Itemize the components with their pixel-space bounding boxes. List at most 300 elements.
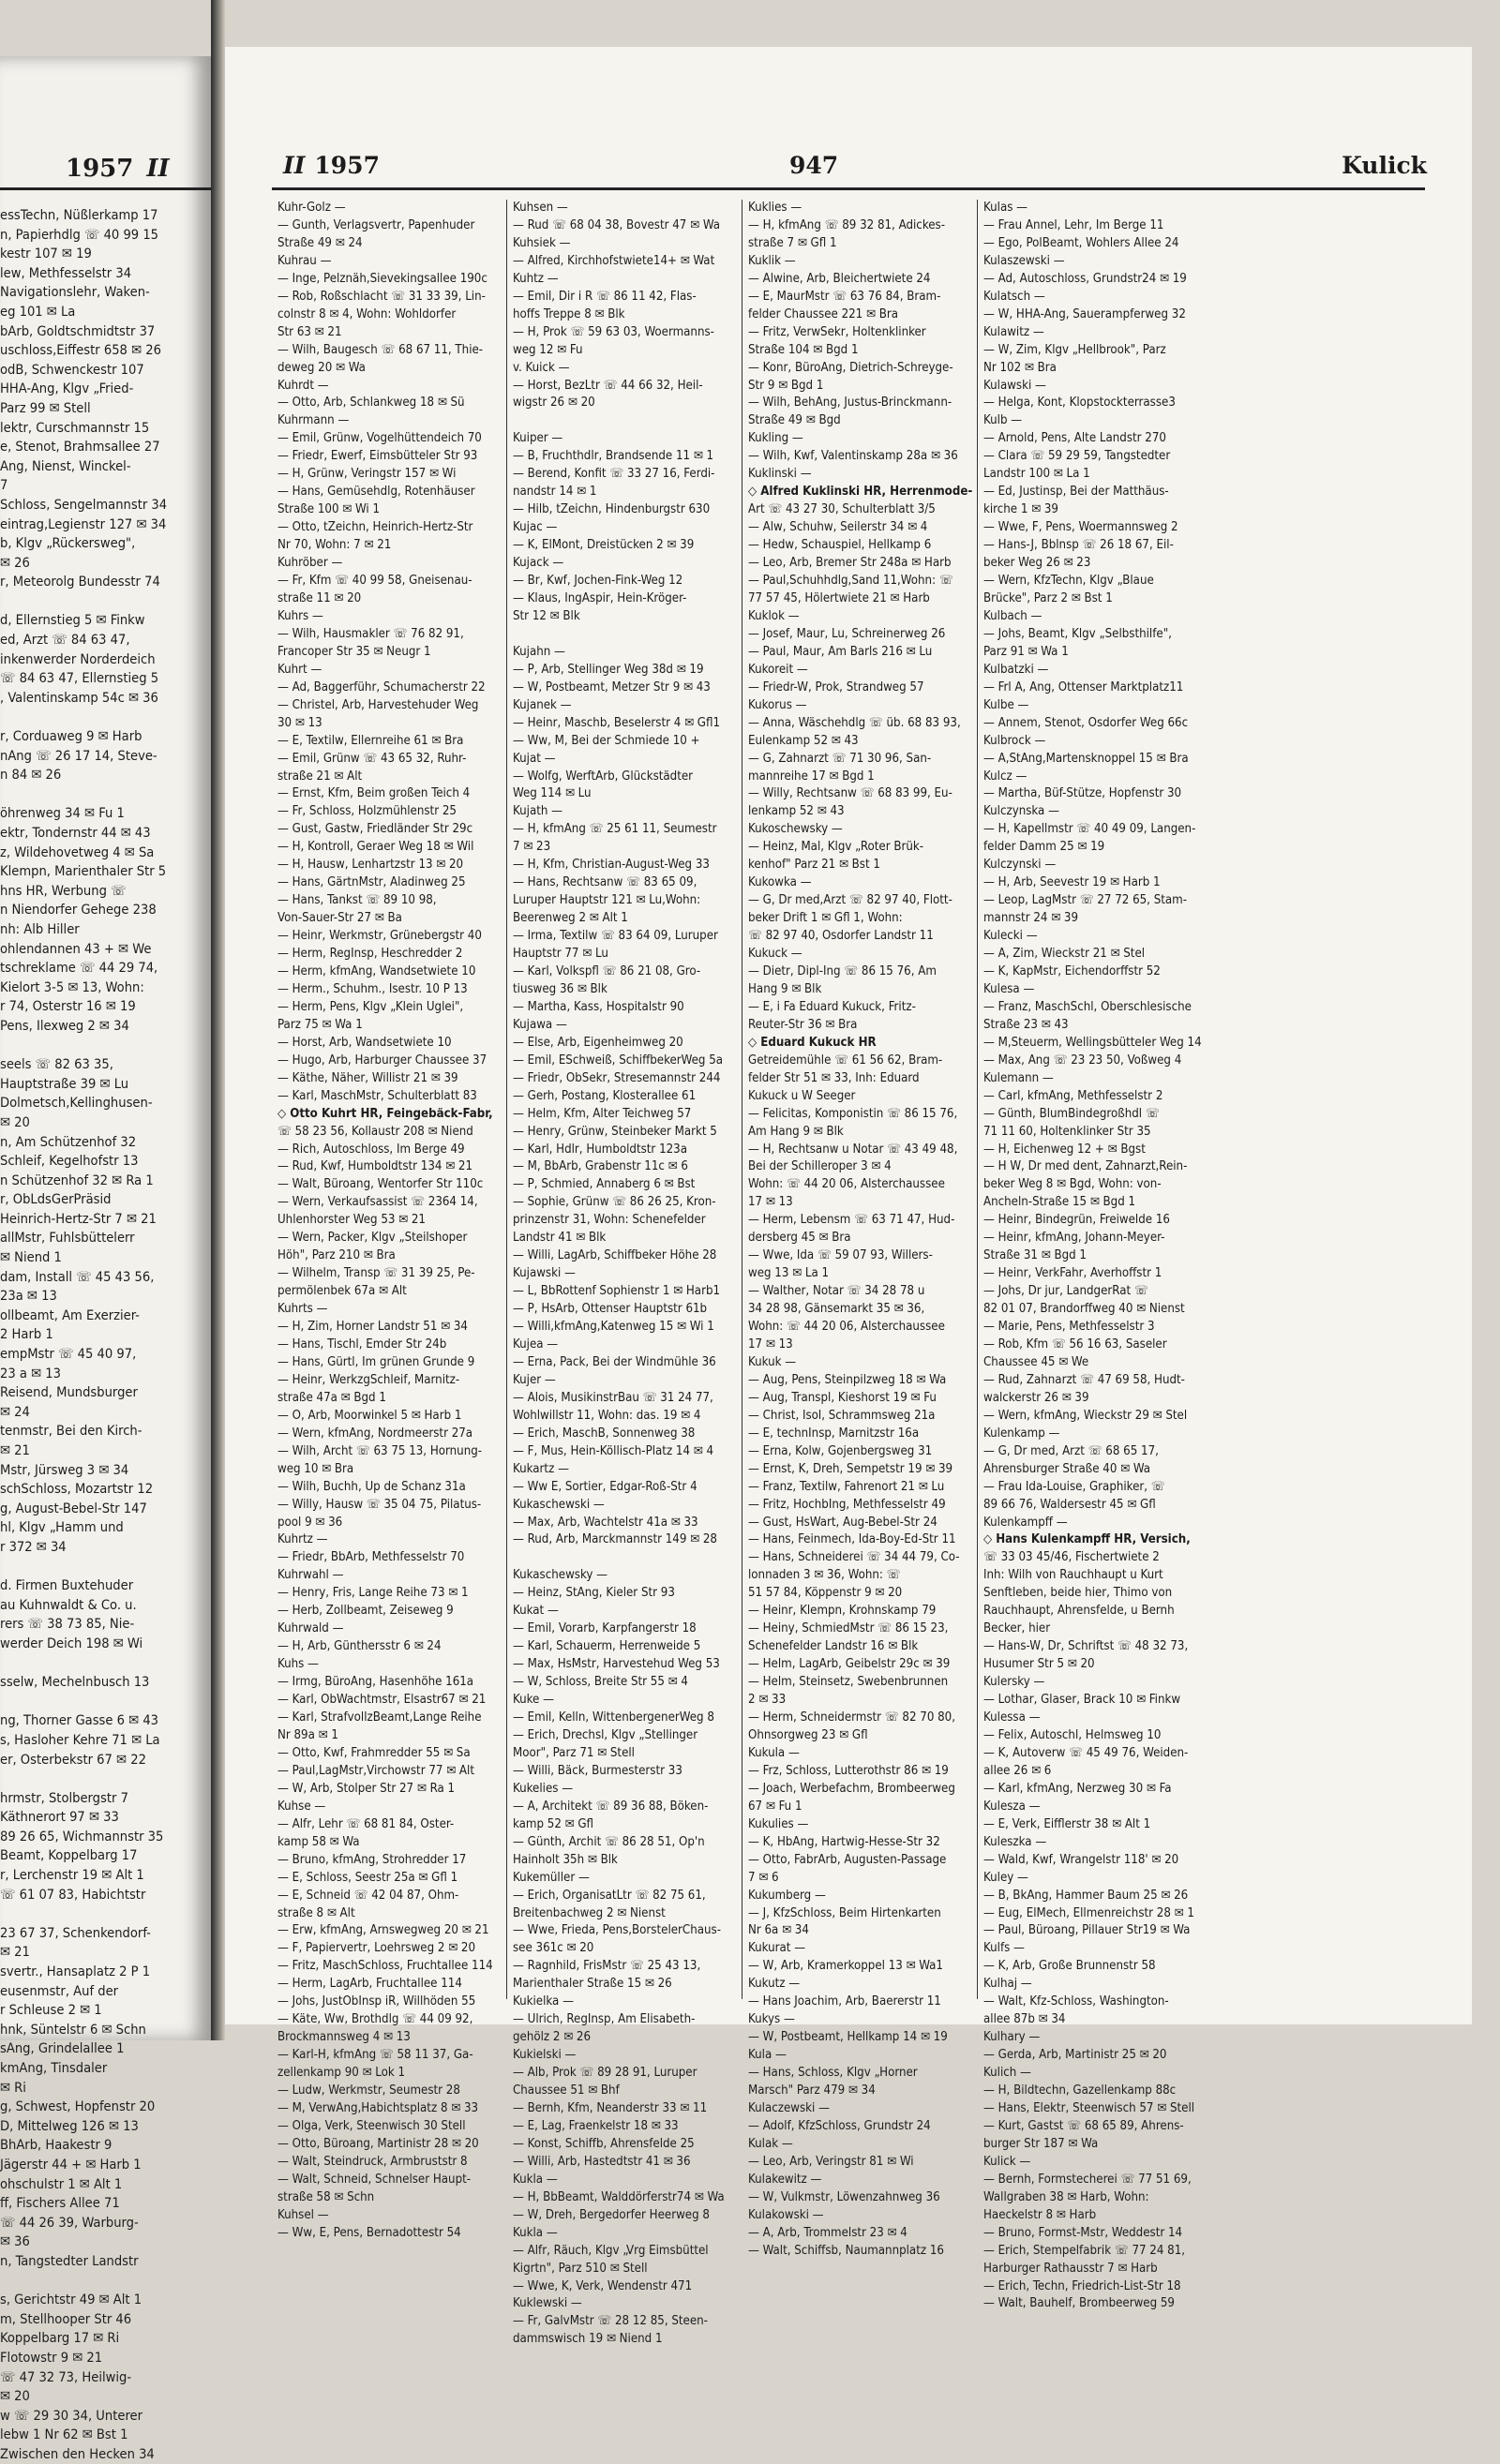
surname-heading: Kulakewitz —	[748, 2172, 822, 2187]
surname-heading: Kujac —	[513, 520, 558, 535]
directory-entry-line: Parz 75 ✉ Wa 1	[278, 1017, 363, 1032]
directory-entry-line: — Otto, FabrArb, Augusten-Passage	[748, 1852, 947, 1867]
surname-heading: Kulbe —	[983, 697, 1029, 712]
left-page-line: ☏ 44 26 39, Warburg-	[0, 2214, 139, 2231]
directory-entry-line: — P, Schmied, Annaberg 6 ✉ Bst	[513, 1177, 696, 1192]
left-page-line: 23 a ✉ 13	[0, 1365, 61, 1381]
surname-heading: Kulick —	[983, 2154, 1031, 2169]
left-page-line: n Niendorfer Gehege 238	[0, 902, 157, 918]
left-page-line: r 74, Osterstr 16 ✉ 19	[0, 998, 136, 1015]
surname-heading: Kujawa —	[513, 1017, 567, 1032]
directory-entry-line: Weg 114 ✉ Lu	[513, 786, 592, 801]
directory-entry-line: — Paul, Büroang, Pillauer Str19 ✉ Wa	[983, 1923, 1191, 1938]
surname-heading: Kukulies —	[748, 1816, 809, 1831]
directory-entry-line: — E, i Fa Eduard Kukuck, Fritz-	[748, 999, 916, 1014]
left-page-line: 2 Harb 1	[0, 1326, 53, 1343]
directory-entry-line: Inh: Wilh von Rauchhaupt u Kurt	[983, 1568, 1163, 1583]
directory-entry-line: Wohlwillstr 11, Wohn: das. 19 ✉ 4	[513, 1408, 701, 1423]
left-page-line: rers ☏ 38 73 85, Nie-	[0, 1616, 135, 1633]
left-page-line	[0, 1693, 225, 1712]
directory-entry-line: allee 26 ✉ 6	[983, 1763, 1052, 1778]
directory-entry-line: — Emil, Kelln, WittenbergenerWeg 8	[513, 1710, 714, 1725]
directory-entry-line: — Wilh, Baugesch ☏ 68 67 11, Thie-	[278, 342, 484, 357]
directory-entry-line: — H, BbBeamt, Walddörferstr74 ✉ Wa	[513, 2189, 725, 2204]
directory-entry-line: — Walt, Bauhelf, Brombeerweg 59	[983, 2296, 1175, 2311]
left-page-line: allMstr, Fuhlsbüttelerr	[0, 1230, 135, 1247]
directory-entry-line: — Heinr, Klempn, Krohnskamp 79	[748, 1604, 937, 1619]
left-page-line: ff, Fischers Allee 71	[0, 2195, 120, 2212]
surname-heading: Kuhröber —	[278, 556, 343, 571]
directory-entry-line: — Otto, Arb, Schlankweg 18 ✉ Sü	[278, 396, 465, 411]
directory-entry-line: — L, BbRottenf Sophienstr 1 ✉ Harb1	[513, 1284, 721, 1299]
left-page-line: ☏ 47 32 73, Heilwig-	[0, 2368, 132, 2385]
directory-entry-line: — Ad, Baggerführ, Schumacherstr 22	[278, 679, 486, 694]
left-page-line: n Schützenhof 32 ✉ Ra 1	[0, 1172, 154, 1188]
surname-heading: Kuhrmann —	[278, 413, 350, 428]
surname-heading: Kukartz —	[513, 1461, 569, 1476]
surname-heading: Kukumberg —	[748, 1888, 826, 1903]
left-page-line: ✉ Ri	[0, 2079, 26, 2096]
directory-entry-line: see 361c ✉ 20	[513, 1941, 594, 1956]
left-page-line	[0, 1037, 225, 1056]
directory-entry-line: 34 28 98, Gänsemarkt 35 ✉ 36,	[748, 1302, 925, 1317]
directory-entry-line: — W, Arb, Kramerkoppel 13 ✉ Wa1	[748, 1959, 943, 1974]
directory-entry-line: — Erich, Techn, Friedrich-List-Str 18	[983, 2278, 1181, 2293]
directory-entry-line: — Wern, Packer, Klgv „Steilshoper	[278, 1231, 468, 1246]
directory-entry-line: Wohn: ☏ 44 20 06, Alsterchaussee	[748, 1177, 945, 1192]
directory-entry-line: — Emil, Dir i R ☏ 86 11 42, Flas-	[513, 289, 697, 304]
directory-entry-line: 67 ✉ Fu 1	[748, 1799, 802, 1814]
directory-entry-line: dersberg 45 ✉ Bra	[748, 1231, 851, 1246]
directory-entry-line: — E, Verk, Eifflerstr 38 ✉ Alt 1	[983, 1816, 1151, 1831]
left-page-line: ✉ 20	[0, 1113, 30, 1130]
directory-entry-line: — W, Arb, Stolper Str 27 ✉ Ra 1	[278, 1781, 456, 1796]
directory-entry-line: — Herb, Zollbeamt, Zeiseweg 9	[278, 1604, 454, 1619]
surname-heading: Kukutz —	[748, 1977, 801, 1992]
directory-entry-line: — Friedr-W, Prok, Strandweg 57	[748, 679, 924, 694]
directory-entry-line: — Rob, Kfm ☏ 56 16 63, Saseler	[983, 1337, 1167, 1351]
left-page-line: hl, Klgv „Hamm und	[0, 1519, 124, 1536]
directory-entry-line: — Hans, GärtnMstr, Aladinweg 25	[278, 875, 466, 890]
left-page-year: 1957	[66, 155, 134, 183]
directory-entry-line: — Wwe, K, Verk, Wendenstr 471	[513, 2278, 693, 2293]
left-page-line	[0, 785, 225, 805]
directory-entry-line: — E, Schneid ☏ 42 04 87, Ohm-	[278, 1888, 459, 1903]
directory-entry-line: — B, Fruchthdlr, Brandsende 11 ✉ 1	[513, 449, 714, 464]
directory-entry-line: — Emil, ESchweiß, SchiffbekerWeg 5a	[513, 1053, 724, 1068]
surname-heading: Kuhs —	[278, 1657, 319, 1672]
surname-heading: Kuhrdt —	[278, 378, 329, 393]
directory-entry-line: — Konst, Schiffb, Ahrensfelde 25	[513, 2136, 695, 2151]
directory-entry-line: — G, Dr med,Arzt ☏ 82 97 40, Flott-	[748, 893, 952, 908]
directory-entry-line: — Wilh, Hausmakler ☏ 76 82 91,	[278, 626, 464, 641]
directory-entry-line: — Frau Ida-Louise, Graphiker, ☏	[983, 1479, 1165, 1494]
directory-entry-line: — Ernst, Kfm, Beim großen Teich 4	[278, 786, 471, 801]
directory-entry-line: beker Drift 1 ✉ Gfl 1, Wohn:	[748, 911, 903, 926]
surname-heading: Kulenkamp —	[983, 1426, 1060, 1441]
directory-entry-line: straße 21 ✉ Alt	[278, 769, 363, 784]
directory-entry-line: — Leo, Arb, Bremer Str 248a ✉ Harb	[748, 556, 952, 571]
directory-entry-line: Nr 89a ✉ 1	[278, 1727, 338, 1742]
directory-entry-line: — Erw, kfmAng, Arnswegweg 20 ✉ 21	[278, 1923, 489, 1938]
directory-entry-line: — Hans, Gemüsehdlg, Rotenhäuser	[278, 485, 475, 500]
directory-entry-line: — Konr, BüroAng, Dietrich-Schreyge-	[748, 360, 953, 375]
surname-heading: Kulhary —	[983, 2030, 1041, 2045]
surname-heading: Kukaschewsky —	[513, 1568, 608, 1583]
directory-entry-line: weg 13 ✉ La 1	[748, 1266, 830, 1281]
directory-entry-line: — Heinz, Mal, Klgv „Roter Brük-	[748, 840, 924, 855]
directory-entry-line: — Arnold, Pens, Alte Landstr 270	[983, 431, 1166, 446]
directory-entry-line: — Wwe, Frieda, Pens,BorstelerChaus-	[513, 1923, 721, 1938]
surname-heading: Kukorus —	[748, 697, 807, 712]
directory-entry-line: — Alw, Schuhw, Seilerstr 34 ✉ 4	[748, 520, 928, 535]
surname-heading: Kulesza —	[983, 1799, 1041, 1814]
directory-entry-line: Uhlenhorster Weg 53 ✉ 21	[278, 1213, 426, 1228]
column-1	[272, 200, 507, 2240]
left-page-line: n 84 ✉ 26	[0, 767, 62, 784]
directory-entry-line: 7 ✉ 23	[513, 840, 551, 855]
left-page-line: hns HR, Werbung ☏	[0, 882, 127, 899]
surname-heading: Kuley —	[983, 1870, 1028, 1885]
directory-entry-line: — Willi,kfmAng,Katenweg 15 ✉ Wi 1	[513, 1320, 714, 1335]
directory-entry-line: walckerstr 26 ✉ 39	[983, 1390, 1089, 1405]
surname-heading: Kujath —	[513, 804, 563, 819]
directory-entry-line: Rauchhaupt, Ahrensfelde, u Bernh	[983, 1604, 1175, 1619]
left-page-line: bArb, Goldtschmidtstr 37	[0, 322, 156, 339]
surname-heading: Kulemann —	[983, 1070, 1054, 1085]
left-page-line: r, Meteorolg Bundesstr 74	[0, 574, 160, 590]
left-page-line: ✉ 24	[0, 1403, 30, 1420]
left-page-line: HHA-Ang, Klgv „Fried-	[0, 381, 134, 397]
left-page-line: n, Papierhdlg ☏ 40 99 15	[0, 226, 159, 243]
directory-entry-line: — M, BbArb, Grabenstr 11c ✉ 6	[513, 1159, 688, 1174]
left-page-line: kmAng, Tinsdaler	[0, 2060, 108, 2076]
left-page-line: 89 26 65, Wichmannstr 35	[0, 1828, 164, 1844]
directory-entry-line: Nr 70, Wohn: 7 ✉ 21	[278, 538, 392, 553]
directory-entry-line: — Gust, HsWart, Aug-Bebel-Str 24	[748, 1515, 938, 1530]
directory-entry-line: — H, Arb, Seevestr 19 ✉ Harb 1	[983, 875, 1161, 890]
left-page-line: Navigationslehr, Waken-	[0, 284, 150, 301]
directory-entry-line: zellenkamp 90 ✉ Lok 1	[278, 2066, 406, 2081]
directory-entry-line: — Friedr, BbArb, Methfesselstr 70	[278, 1550, 465, 1565]
directory-entry-line: — Ego, PolBeamt, Wohlers Allee 24	[983, 235, 1179, 250]
left-page-header	[66, 155, 170, 183]
directory-entry-line: — Otto, Kwf, Frahmredder 55 ✉ Sa	[278, 1745, 471, 1760]
directory-entry-line: — Herm, Pens, Klgv „Klein Uglei",	[278, 999, 464, 1014]
directory-entry-line: kenhof" Parz 21 ✉ Bst 1	[748, 858, 880, 873]
directory-entry-line: — Rud, Zahnarzt ☏ 47 69 58, Hudt-	[983, 1372, 1185, 1387]
directory-entry-line: — Rud, Kwf, Humboldtstr 134 ✉ 21	[278, 1159, 473, 1174]
surname-heading: Kuhrts —	[278, 1302, 328, 1317]
directory-entry-line: — P, Arb, Stellinger Weg 38d ✉ 19	[513, 662, 704, 677]
directory-entry-line: — Erich, MaschB, Sonnenweg 38	[513, 1426, 696, 1441]
left-page-line: ohlendannen 43 + ✉ We	[0, 940, 152, 957]
left-page-line: Mstr, Jürsweg 3 ✉ 34	[0, 1461, 129, 1478]
directory-entry-line: — Erich, Drechsl, Klgv „Stellinger	[513, 1727, 698, 1742]
directory-entry-line: — Bernh, Kfm, Neanderstr 33 ✉ 11	[513, 2100, 708, 2115]
directory-entry-line: — Klaus, IngAspir, Hein-Kröger-	[513, 590, 687, 605]
firm-entry: ◇ Eduard Kukuck HR	[748, 1035, 877, 1050]
surname-heading: Kuklies —	[748, 201, 802, 215]
directory-entry-line: — Herm, LagArb, Fruchtallee 114	[278, 1977, 462, 1992]
directory-entry-line: allee 87b ✉ 34	[983, 2012, 1066, 2027]
directory-entry-line: — H, Rechtsanw u Notar ☏ 43 49 48,	[748, 1142, 958, 1157]
left-page-line: ✉ 36	[0, 2233, 30, 2250]
directory-entry-line: — Heinr, Bindegrün, Freiwelde 16	[983, 1213, 1170, 1228]
left-page-line: lektr, Curschmannstr 15	[0, 419, 150, 436]
directory-entry-line: — Henry, Fris, Lange Reihe 73 ✉ 1	[278, 1586, 469, 1601]
left-page-line: odB, Schwenckestr 107	[0, 361, 144, 378]
directory-entry-line: — Hans, Schloss, Klgv „Horner	[748, 2066, 918, 2081]
left-page-line: schSchloss, Mozartstr 12	[0, 1481, 154, 1498]
directory-entry-line: Straße 31 ✉ Bgd 1	[983, 1248, 1087, 1263]
surname-heading: Kuklewski —	[513, 2296, 582, 2311]
directory-entry-line: — Joach, Werbefachm, Brombeerweg	[748, 1781, 955, 1796]
directory-entry-line: — Annem, Stenot, Osdorfer Weg 66c	[983, 715, 1189, 730]
surname-heading: Kuhrwald —	[278, 1621, 344, 1636]
surname-heading: Kulecki —	[983, 929, 1038, 944]
directory-entry-line: — Heinz, StAng, Kieler Str 93	[513, 1586, 675, 1601]
directory-entry-line: Haeckelstr 8 ✉ Harb	[983, 2207, 1097, 2222]
left-page-line: dam, Install ☏ 45 43 56,	[0, 1268, 155, 1285]
surname-heading: Kukuck —	[748, 947, 802, 962]
directory-entry-line: — H, Arb, Günthersstr 6 ✉ 24	[278, 1639, 442, 1654]
left-page-line: Flotowstr 9 ✉ 21	[0, 2349, 103, 2366]
directory-entry-line: Parz 91 ✉ Wa 1	[983, 644, 1069, 659]
directory-entry-line: — Ragnhild, FrisMstr ☏ 25 43 13,	[513, 1959, 701, 1974]
directory-entry-line: 77 57 45, Hölertwiete 21 ✉ Harb	[748, 590, 930, 605]
directory-entry-line: — Hilb, tZeichn, Hindenburgstr 630	[513, 502, 711, 517]
directory-entry-line: colnstr 8 ✉ 4, Wohn: Wohldorfer	[278, 306, 457, 321]
surname-heading: Kujack —	[513, 556, 564, 571]
directory-entry-line: — Karl, Schauerm, Herrenweide 5	[513, 1639, 701, 1654]
book-gutter	[211, 0, 225, 2040]
left-page-line: s, Gerichtstr 49 ✉ Alt 1	[0, 2292, 142, 2308]
directory-entry-line: — Hans-W, Dr, Schriftst ☏ 48 32 73,	[983, 1639, 1189, 1654]
left-page-line: s, Hasloher Kehre 71 ✉ La	[0, 1731, 160, 1748]
left-page-line: ✉ 21	[0, 1442, 30, 1458]
surname-heading: Kuklinski —	[748, 467, 812, 482]
directory-entry-line: — Irma, Textilw ☏ 83 64 09, Luruper	[513, 929, 718, 944]
directory-entry-line: Ohnsorgweg 23 ✉ Gfl	[748, 1727, 868, 1742]
directory-entry-line: felder Damm 25 ✉ 19	[983, 840, 1105, 855]
directory-entry-line: — Karl, ObWachtmstr, Elsastr67 ✉ 21	[278, 1693, 487, 1708]
surname-heading: Kulawitz —	[983, 324, 1044, 339]
directory-entry-line: — Hans, Tankst ☏ 89 10 98,	[278, 893, 437, 908]
surname-heading: Kukielski —	[513, 2048, 577, 2063]
right-page	[225, 47, 1472, 2347]
directory-entry-line: — H, Hausw, Lenhartzstr 13 ✉ 20	[278, 858, 464, 873]
directory-entry-line: — Leo, Arb, Veringstr 81 ✉ Wi	[748, 2154, 914, 2169]
directory-entry-line: Getreidemühle ☏ 61 56 62, Bram-	[748, 1053, 943, 1068]
left-page-line: ollbeamt, Am Exerzier-	[0, 1307, 140, 1323]
directory-entry-line: — Gerda, Arb, Martinistr 25 ✉ 20	[983, 2048, 1167, 2063]
left-page-line	[0, 592, 225, 612]
left-page-line: e, Stenot, Brahmsallee 27	[0, 439, 160, 455]
left-page-line: tschreklame ☏ 44 29 74,	[0, 960, 158, 977]
directory-entry-line: — Walt, Kfz-Schloss, Washington-	[983, 1994, 1169, 2009]
directory-entry-line: — Ed, Justinsp, Bei der Matthäus-	[983, 485, 1169, 500]
directory-entry-line: — A, Zim, Wieckstr 21 ✉ Stel	[983, 947, 1146, 962]
directory-entry-line: — Wolfg, WerftArb, Glückstädter	[513, 769, 694, 784]
directory-entry-line: — Heinr, Maschb, Beselerstr 4 ✉ Gfl1	[513, 715, 721, 730]
directory-entry-line: straße 8 ✉ Alt	[278, 1905, 355, 1920]
directory-entry-line: — Fr, Schloss, Holzmühlenstr 25	[278, 804, 457, 819]
directory-entry-line: — Franz, MaschSchl, Oberschlesische	[983, 999, 1192, 1014]
left-page-line: au Kuhnwaldt & Co. u.	[0, 1596, 137, 1613]
directory-entry-line: — Felix, Autoschl, Helmsweg 10	[983, 1727, 1162, 1742]
surname-heading: Kujat —	[513, 751, 556, 766]
directory-entry-line: — Martha, Kass, Hospitalstr 90	[513, 999, 684, 1014]
left-page-line: empMstr ☏ 45 40 97,	[0, 1346, 137, 1363]
directory-entry-line: — Friedr, ObSekr, Stresemannstr 244	[513, 1070, 721, 1085]
left-page-line: Schleif, Kegelhofstr 13	[0, 1153, 139, 1170]
left-page-line: m, Stellhooper Str 46	[0, 2310, 132, 2327]
directory-entry-line: — K, KapMstr, Eichendorffstr 52	[983, 963, 1161, 978]
directory-entry-line: tiusweg 36 ✉ Blk	[513, 981, 608, 996]
left-page-line: ektr, Tondernstr 44 ✉ 43	[0, 825, 151, 841]
surname-heading: Kulczynski —	[983, 858, 1057, 873]
surname-heading: Kuiper —	[513, 431, 563, 446]
left-page-roman: II	[146, 155, 170, 183]
directory-entry-line: Wallgraben 38 ✉ Harb, Wohn:	[983, 2189, 1149, 2204]
directory-entry-line: Nr 102 ✉ Bra	[983, 360, 1057, 375]
left-page-line: 23 67 37, Schenkendorf-	[0, 1924, 151, 1941]
directory-entry-line: Senftleben, beide hier, Thimo von	[983, 1586, 1173, 1601]
directory-entry-line: wigstr 26 ✉ 20	[513, 396, 595, 411]
directory-entry-line: — Hans-J, Bblnsp ☏ 26 18 67, Eil-	[983, 538, 1174, 553]
surname-heading: Kulfs —	[983, 1941, 1025, 1956]
directory-entry-line: — Alois, MusikinstrBau ☏ 31 24 77,	[513, 1390, 713, 1405]
directory-entry-line: — Günth, BlumBindegroßhdl ☏	[983, 1106, 1160, 1121]
firm-entry: ◇ Alfred Kuklinski HR, Herrenmode-	[748, 485, 973, 500]
directory-entry-line: Am Hang 9 ✉ Blk	[748, 1124, 844, 1139]
directory-entry-line: Landstr 100 ✉ La 1	[983, 467, 1090, 482]
directory-entry-line: — Erich, Stempelfabrik ☏ 77 24 81,	[983, 2243, 1186, 2258]
directory-entry-line: — Johs, JustObInsp iR, Willhöden 55	[278, 1994, 476, 2009]
directory-entry-line: kamp 58 ✉ Wa	[278, 1834, 360, 1849]
directory-entry-line: — Helm, Kfm, Alter Teichweg 57	[513, 1106, 692, 1121]
left-page	[0, 56, 211, 2462]
left-page-line: essTechn, Nüßlerkamp 17	[0, 207, 158, 223]
header-rule	[272, 187, 1425, 190]
left-page-line: z, Wildehovetweg 4 ✉ Sa	[0, 844, 155, 860]
directory-entry-line: — Carl, kfmAng, Methfesselstr 2	[983, 1088, 1163, 1103]
directory-entry-line: Wohn: ☏ 44 20 06, Alsterchaussee	[748, 1320, 945, 1335]
directory-entry-line: — Ernst, K, Dreh, Sempetstr 19 ✉ 39	[748, 1461, 953, 1476]
directory-entry-line: pool 9 ✉ 36	[278, 1515, 343, 1530]
directory-entry-line: Von-Sauer-Str 27 ✉ Ba	[278, 911, 402, 926]
directory-entry-line: — Max, Arb, Wachtelstr 41a ✉ 33	[513, 1515, 698, 1530]
directory-entry-line: — K, HbAng, Hartwig-Hesse-Str 32	[748, 1834, 940, 1849]
directory-entry-line: — W, Zim, Klgv „Hellbrook", Parz	[983, 342, 1166, 357]
surname-heading: Kulak —	[748, 2136, 793, 2151]
left-page-line: 23a ✉ 13	[0, 1288, 57, 1305]
surname-heading: Kukaschewski —	[513, 1497, 605, 1512]
surname-heading: Kulesa —	[983, 981, 1035, 996]
directory-entry-line: — Aug, Pens, Steinpilzweg 18 ✉ Wa	[748, 1372, 947, 1387]
header-roman: II	[283, 152, 306, 179]
directory-entry-line: — Walt, Schneid, Schnelser Haupt-	[278, 2172, 472, 2187]
surname-heading: Kujahn —	[513, 644, 565, 659]
directory-entry-line: — Ad, Autoschloss, Grundstr24 ✉ 19	[983, 271, 1187, 286]
column-3	[742, 200, 978, 2258]
surname-heading: Kuhrs —	[278, 608, 323, 623]
directory-entry-line	[513, 412, 738, 430]
directory-entry-line: — Heinr, VerkFahr, Averhoffstr 1	[983, 1266, 1162, 1281]
directory-entry-line: — Olga, Verk, Steenwisch 30 Stell	[278, 2118, 466, 2133]
directory-entry-line: — Erna, Pack, Bei der Windmühle 36	[513, 1354, 716, 1369]
directory-entry-line: — Karl, StrafvollzBeamt,Lange Reihe	[278, 1710, 482, 1725]
directory-entry-line: — F, Mus, Hein-Köllisch-Platz 14 ✉ 4	[513, 1443, 714, 1458]
directory-entry-line: — Clara ☏ 59 29 59, Tangstedter	[983, 449, 1171, 464]
surname-heading: Kulawski —	[983, 378, 1046, 393]
directory-entry-line: hoffs Treppe 8 ✉ Blk	[513, 306, 625, 321]
surname-heading: Kukowka —	[748, 875, 812, 890]
directory-entry-line: — Kurt, Gastst ☏ 68 65 89, Ahrens-	[983, 2118, 1184, 2133]
directory-entry-line: Brockmannsweg 4 ✉ 13	[278, 2030, 411, 2045]
directory-entry-line: — Hans Joachim, Arb, Baererstr 11	[748, 1994, 941, 2009]
directory-entry-line: — Hans, Rechtsanw ☏ 83 65 09,	[513, 875, 698, 890]
surname-heading: Kulaczewski —	[748, 2100, 830, 2115]
directory-entry-line: — Horst, BezLtr ☏ 44 66 32, Heil-	[513, 378, 703, 393]
directory-entry-line: — Aug, Transpl, Kieshorst 19 ✉ Fu	[748, 1390, 937, 1405]
directory-entry-line: Str 9 ✉ Bgd 1	[748, 378, 824, 393]
directory-entry-line: lenkamp 52 ✉ 43	[748, 804, 845, 819]
directory-entry-line: Marienthaler Straße 15 ✉ 26	[513, 1977, 672, 1992]
left-page-line: nAng ☏ 26 17 14, Steve-	[0, 747, 158, 764]
surname-heading: Kuhtz —	[513, 271, 559, 286]
directory-entry-line: 2 ✉ 33	[748, 1693, 787, 1708]
directory-entry-line: — Walt, Büroang, Wentorfer Str 110c	[278, 1177, 484, 1192]
directory-entry-line: — Emil, Grünw ☏ 43 65 32, Ruhr-	[278, 751, 467, 766]
left-page-line: seels ☏ 82 63 35,	[0, 1056, 113, 1073]
directory-entry-line: — Herm, RegInsp, Heschredder 2	[278, 947, 463, 962]
directory-entry-line: — Karl, Volkspfl ☏ 86 21 08, Gro-	[513, 963, 701, 978]
directory-entry-line: — Helga, Kont, Klopstockterrasse3	[983, 396, 1176, 411]
directory-entry-line: — Ww, E, Pens, Bernadottestr 54	[278, 2225, 461, 2240]
directory-entry-line: — W, Postbeamt, Metzer Str 9 ✉ 43	[513, 679, 711, 694]
directory-entry-line: deweg 20 ✉ Wa	[278, 360, 366, 375]
surname-heading: Kukelies —	[513, 1781, 574, 1796]
directory-entry-line: Straße 23 ✉ 43	[983, 1017, 1069, 1032]
left-page-line: w ☏ 29 30 34, Unterer	[0, 2407, 142, 2424]
surname-heading: Kuklok —	[748, 608, 800, 623]
directory-entry-line: — Helm, Steinsetz, Swebenbrunnen	[748, 1675, 949, 1690]
surname-heading: Kukoschewsky —	[748, 822, 843, 837]
directory-entry-line: beker Weg 26 ✉ 23	[983, 556, 1091, 571]
surname-heading: Kulczynska —	[983, 804, 1059, 819]
directory-entry-line: — Frau Annel, Lehr, Im Berge 11	[983, 217, 1164, 232]
directory-entry-line: — Horst, Arb, Wandsetwiete 10	[278, 1035, 452, 1050]
directory-entry-line: Straße 104 ✉ Bgd 1	[748, 342, 859, 357]
left-page-line: Klempn, Marienthaler Str 5	[0, 863, 167, 880]
directory-entry-line: — Johs, Beamt, Klgv „Selbsthilfe",	[983, 626, 1172, 641]
directory-entry-line: — Wern, Verkaufsassist ☏ 2364 14,	[278, 1195, 478, 1210]
firm-entry: ◇ Otto Kuhrt HR, Feingebäck-Fabr,	[278, 1106, 493, 1121]
directory-entry-line: — Ulrich, RegInsp, Am Elisabeth-	[513, 2012, 696, 2027]
left-page-line: ✉ 20	[0, 2388, 30, 2405]
directory-entry-line: — A, Arb, Trommelstr 23 ✉ 4	[748, 2225, 908, 2240]
left-page-line: sAng, Grindelallee 1	[0, 2040, 125, 2057]
directory-entry-line: straße 58 ✉ Schn	[278, 2189, 375, 2204]
page-header	[283, 152, 1427, 184]
directory-entry-line	[513, 626, 738, 644]
directory-entry-line: gehölz 2 ✉ 26	[513, 2030, 592, 2045]
surname-heading: Kujawski —	[513, 1266, 576, 1281]
left-page-line: Koppelbarg 17 ✉ Ri	[0, 2330, 120, 2347]
directory-entry-line: Luruper Hauptstr 121 ✉ Lu,Wohn:	[513, 893, 701, 908]
